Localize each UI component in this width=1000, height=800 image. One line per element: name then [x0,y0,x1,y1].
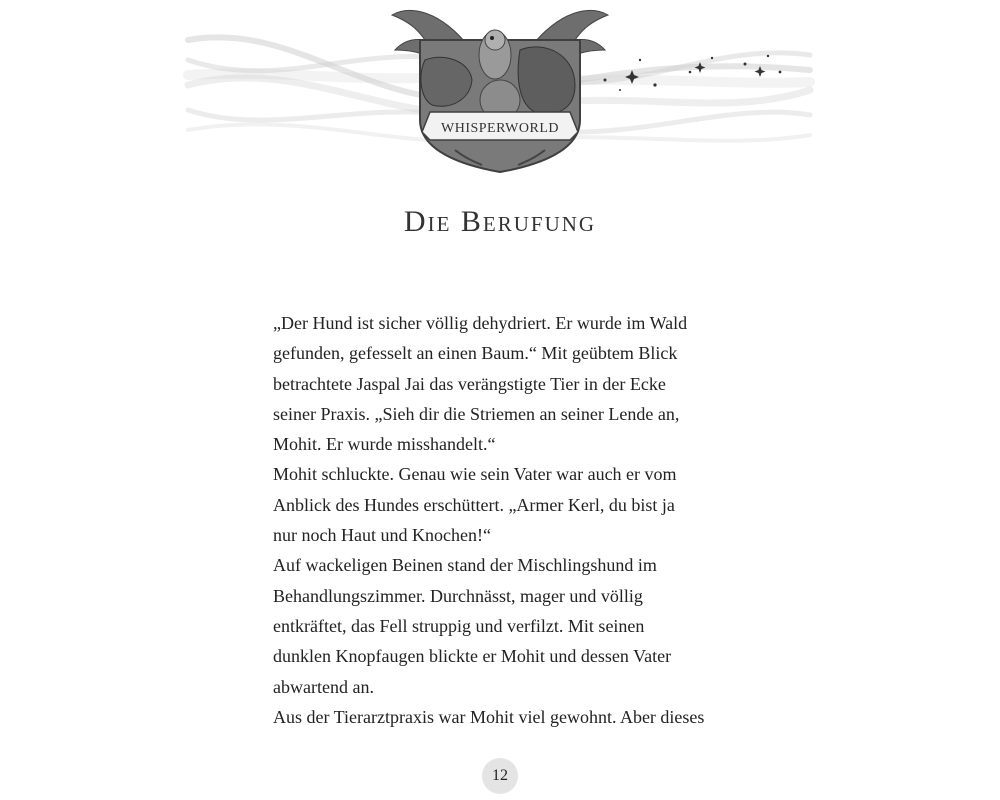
text-line: Mohit. Er wurde misshandelt.“ [273,434,496,455]
whisperworld-crest [392,11,608,172]
text-line: abwartend an. [273,676,374,697]
text-line: gefunden, gefesselt an einen Baum.“ Mit geübtem Blick [273,343,678,364]
text-line: nur noch Haut und Knochen!“ [273,525,491,546]
text-line: betrachtete Jaspal Jai das verängstigte Tier in der Ecke [273,373,666,394]
body-text [273,308,753,732]
page-number: 12 [492,767,508,784]
text-line: seiner Praxis. „Sieh dir die Striemen an seiner Lende an, [273,403,680,424]
text-line: dunklen Knopfaugen blickte er Mohit und dessen Vater [273,646,672,667]
text-line: Mohit schluckte. Genau wie sein Vater war auch er vom [273,464,677,485]
header-banner [0,0,1000,200]
text-line: Aus der Tierarztpraxis war Mohit viel gewohnt. Aber dieses [273,706,705,727]
crest-banner-text: WHISPERWORLD [441,121,559,136]
header-banner-art [0,0,1000,200]
page-number-badge [482,758,518,794]
text-line: „Der Hund ist sicher völlig dehydriert. Er wurde im Wald [273,313,688,333]
text-line: entkräftet, das Fell struppig und verfilzt. Mit seinen [273,615,645,636]
chapter-title: Die Berufung [403,205,597,238]
text-line: Behandlungszimmer. Durchnässt, mager und völlig [273,585,643,606]
text-line: Auf wackeligen Beinen stand der Mischlingshund im [273,555,657,576]
text-line: Anblick des Hundes erschüttert. „Armer Kerl, du bist ja [273,494,675,515]
